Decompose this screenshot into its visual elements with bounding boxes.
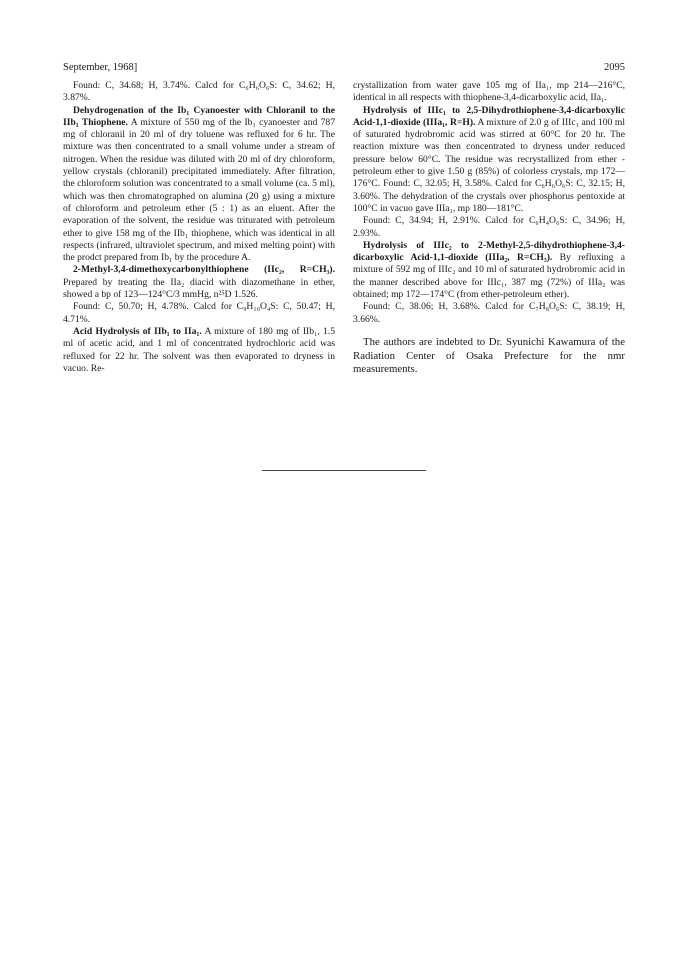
section-hydrolysis-iiic1: [353, 105, 625, 216]
section-acid-hydrolysis: [63, 326, 335, 375]
analysis-paragraph: Found: C, 38.06; H, 3.68%. Calcd for C₇H₈O₆S: C, 38.19; H, 3.66%.: [353, 301, 625, 325]
section-heading: Hydrolysis of IIIc₂ to 2-Methyl-2,5-dihydrothiophene-3,4-dicarboxylic Acid-1,1-dioxide (IIIa₂, R=CH₃).: [353, 239, 625, 264]
section-body: A mixture of 550 mg of the Ib₁ cyanoester and 787 mg of chloranil in 20 ml of dry toluene was refluxed for 6 hr. The mixture was then concentrated to a small volume under a stream of nitrogen. When the residue was diluted with 20 ml of dry chloroform, yellow crystals (chloranil) precipitated immediately. After filtration, the chloroform solution was concentrated to a small volume (ca. 5 ml), which was then chromatographed on alumina (20 g) using a mixture of chloroform and petroleum ether (5 : 1) as an eluent. After the evaporation of the solvent, the residue was triturated with petroleum ether to give 158 mg of the IIb₁ thiophene, which was identical in all respects (infrared, ultraviolet spectrum, and mixed melting point) with the prodct prepared from Ib₁ by the procedure A.: [63, 116, 336, 264]
right-column: [353, 80, 625, 377]
header-date: September, 1968]: [63, 62, 138, 73]
section-heading: Hydrolysis of IIIc₁ to 2,5-Dihydrothiophene-3,4-dicarboxylic Acid-1,1-dioxide (IIIa₁, R=H).: [353, 104, 625, 128]
section-methyl-thiophene: [63, 264, 335, 301]
left-column: [63, 80, 335, 375]
end-rule: [262, 470, 426, 471]
page-number: 2095: [604, 62, 625, 73]
section-body: A mixture of 180 mg of IIb₁, 1.5 ml of acetic acid, and 1 ml of concentrated hydrochloric acid was refluxed for 22 hr. The solvent was then evaporated to dryness in vacuo. Re-: [63, 325, 335, 374]
section-heading: Dehydrogenation of the Ib₁ Cyanoester with Chloranil to the IIb₁ Thiophene.: [63, 104, 335, 128]
running-header: [63, 62, 625, 76]
section-body: Prepared by treating the IIa₂ diacid with diazomethane in ether, showed a bp of 123—124°C/3 mmHg, n²⁵D 1.526.: [63, 276, 335, 301]
analysis-paragraph: Found: C, 34.94; H, 2.91%. Calcd for C₆H₄O₆S: C, 34.96; H, 2.93%.: [353, 215, 625, 239]
section-dehydrogenation: [63, 105, 335, 265]
section-body: By refluxing a mixture of 592 mg of IIIc₂ and 10 ml of saturated hydrobromic acid in the manner described above for IIIc₁, 387 mg (72%) of IIIa₂ was obtained; mp 172—174°C (from ether-petroleum ether).: [353, 252, 625, 301]
section-heading: 2-Methyl-3,4-dimethoxycarbonylthiophene (IIc₂, R=CH₃).: [73, 264, 335, 276]
section-body: A mixture of 2.0 g of IIIc₁ and 100 ml of saturated hydrobromic acid was stirred at 60°C for 20 hr. The reaction mixture was then concentrated to dryness under reduced pressure below 60°C. The residue was recrystallized from ether - petroleum ether to give 1.50 g (85%) of colorless crystals, mp 172—176°C. Found: C, 32.05; H, 3.58%. Calcd for C₆H₆O₆S: C, 32.15; H, 3.60%. The dehydration of the crystals over phosphorus pentoxide at 100°C in vacuo gave IIIa₁, mp 180—181°C.: [353, 116, 625, 214]
analysis-paragraph: Found: C, 50.70; H, 4.78%. Calcd for C₉H₁₀O₄S: C, 50.47; H, 4.71%.: [63, 301, 335, 325]
section-hydrolysis-iiic2: [353, 240, 625, 301]
continued-paragraph: crystallization from water gave 105 mg of IIa₁, mp 214—216°C, identical in all respects with thiophene-3,4-dicarboxylic acid, IIa₁.: [353, 80, 625, 104]
section-heading: Acid Hydrolysis of IIb₁ to IIa₁.: [73, 325, 202, 337]
acknowledgment: The authors are indebted to Dr. Syunichi Kawamura of the Radiation Center of Osaka Prefecture for the nmr measurements.: [353, 335, 625, 376]
analysis-paragraph: Found: C, 34.68; H, 3.74%. Calcd for C₆H₆O₆S: C, 34.62; H, 3.87%.: [63, 80, 335, 104]
